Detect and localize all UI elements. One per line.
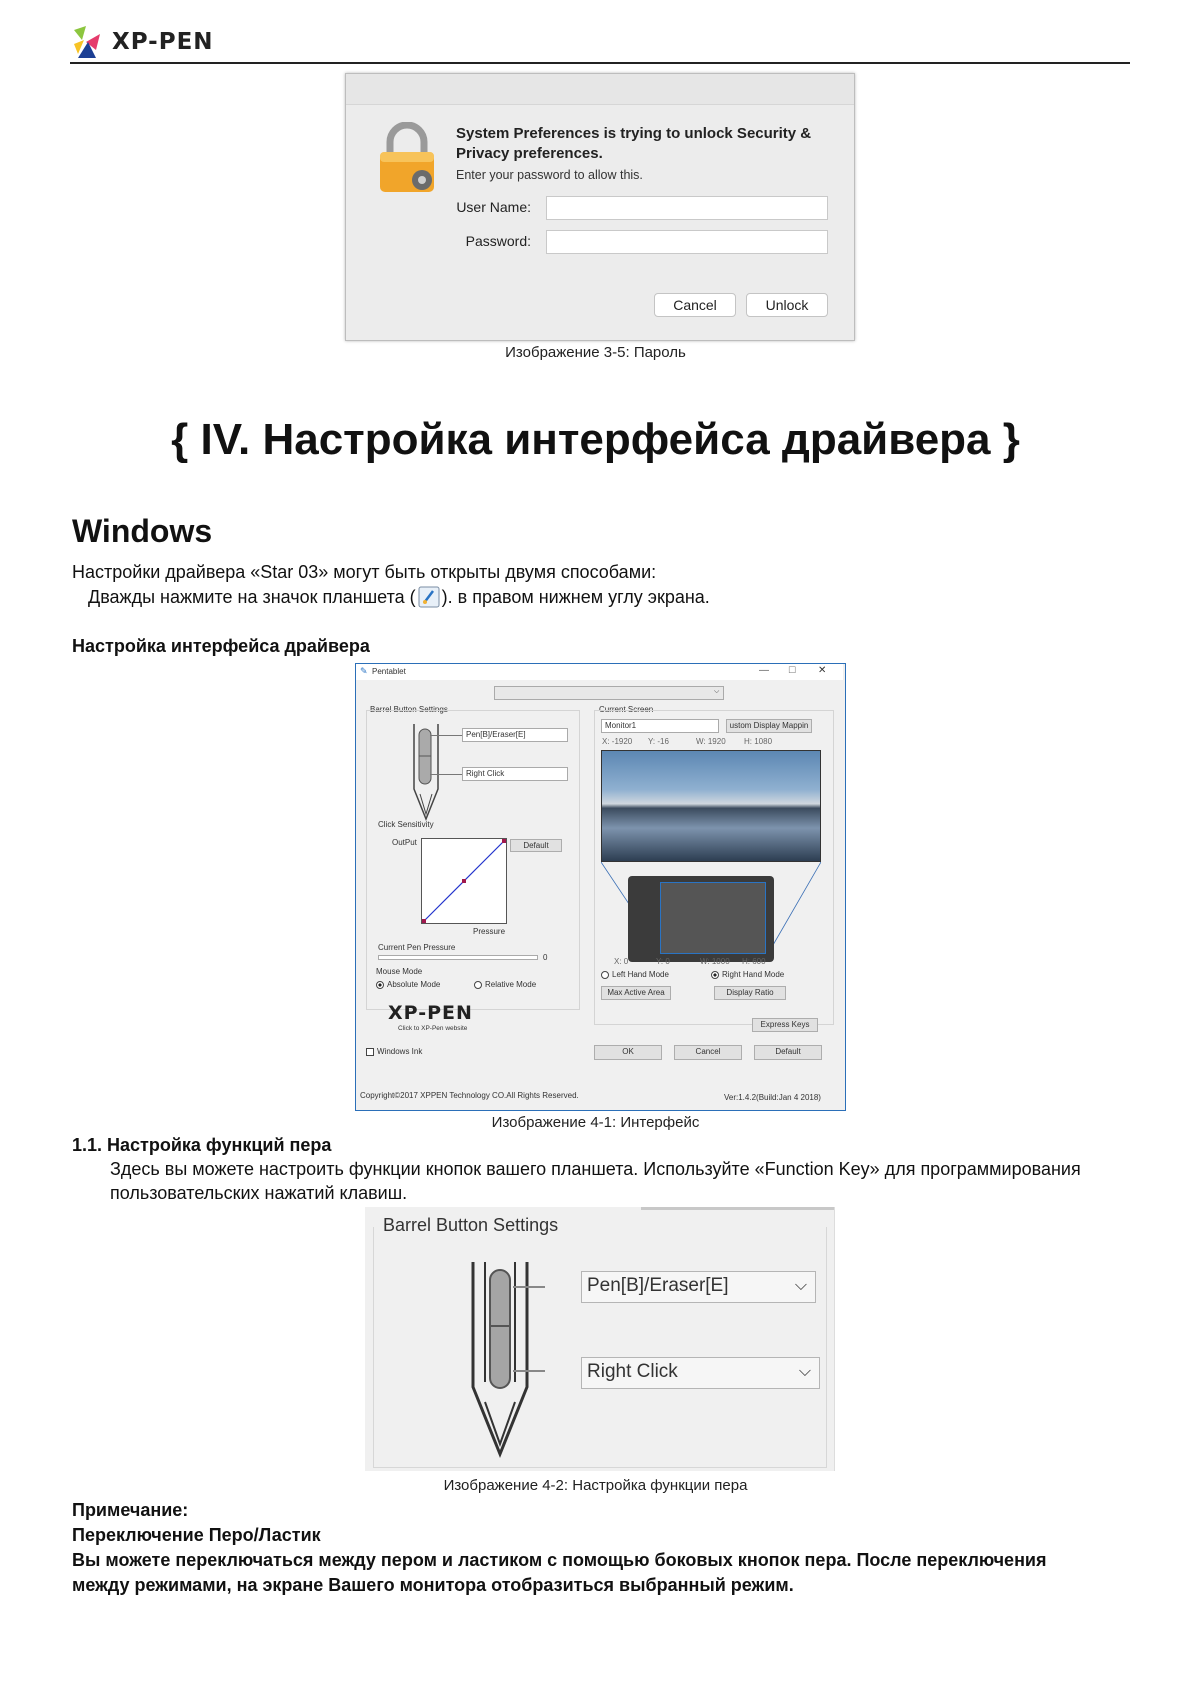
default-button[interactable]: Default (510, 839, 562, 852)
pen-heading: 1.1. Настройка функций пера (72, 1135, 332, 1155)
zoom-lower-connector (513, 1370, 545, 1372)
password-input[interactable] (546, 230, 828, 254)
zoom-upper-connector (513, 1286, 545, 1288)
zoom-upper-button-select[interactable] (581, 1271, 816, 1303)
upper-button-select[interactable]: Pen[B]/Eraser[E] (462, 728, 568, 742)
dialog-title: System Preferences is trying to unlock Security & Privacy preferences. (456, 125, 812, 162)
zoom-upper-button-value: Pen[B]/Eraser[E] (587, 1275, 729, 1296)
xp-pen-logo-icon (70, 24, 106, 60)
note-text-1: Вы можете переключаться между пером и ластиком с помощью боковых кнопок пера. После переключения (72, 1550, 1047, 1570)
checkbox-icon (366, 1048, 374, 1056)
caption-3-5: Изображение 3-5: Пароль (505, 344, 686, 361)
pentablet-app-icon: ✎ (360, 666, 368, 676)
tablet-tray-icon (418, 586, 440, 608)
zoom-lower-button-select[interactable] (581, 1357, 820, 1389)
monitor-select[interactable]: Monitor1 (601, 719, 719, 733)
upper-connector (430, 735, 462, 736)
screen-y: Y: -16 (648, 737, 669, 746)
cancel-button[interactable]: Cancel (674, 1045, 742, 1060)
pentablet-logo[interactable]: XP-PEN (388, 1002, 473, 1024)
intro-line-1: Настройки драйвера «Star 03» могут быть открыты двумя способами: (72, 562, 657, 582)
padlock-icon (376, 122, 438, 194)
default-button-footer[interactable]: Default (754, 1045, 822, 1060)
current-pressure-label: Current Pen Pressure (378, 943, 456, 952)
absolute-mode-radio[interactable] (376, 980, 440, 989)
xp-pen-logo (70, 20, 214, 64)
ok-button[interactable]: OK (594, 1045, 662, 1060)
password-label: Password: (465, 233, 531, 249)
radio-selected-icon (376, 981, 384, 989)
windows-ink-label: Windows Ink (377, 1047, 423, 1056)
barrel-group-label: Barrel Button Settings (370, 705, 448, 714)
tablet-h: H: 600 (742, 957, 766, 966)
tablet-active-area[interactable] (660, 882, 766, 954)
dialog-titlebar (346, 74, 854, 105)
mac-password-dialog (345, 73, 855, 341)
radio-selected-icon (711, 971, 719, 979)
unlock-button[interactable]: Unlock (746, 293, 828, 317)
current-screen-label: Current Screen (599, 705, 654, 714)
custom-mapping-button[interactable]: ustom Display Mappin (726, 719, 812, 733)
output-label: OutPut (392, 838, 417, 847)
close-icon[interactable]: ✕ (818, 665, 827, 676)
mouse-mode-label: Mouse Mode (376, 967, 423, 976)
note-text-2: между режимами, на экране Вашего монитора отобразиться выбранный режим. (72, 1575, 794, 1595)
right-hand-label: Right Hand Mode (722, 970, 785, 979)
screen-preview-image[interactable] (601, 750, 821, 862)
chevron-down-icon: ⌵ (798, 1363, 811, 1380)
lower-connector (430, 774, 462, 775)
chevron-down-icon: ⌵ (714, 688, 720, 695)
pen-text-1: Здесь вы можете настроить функции кнопок вашего планшета. Используйте «Function Key» для программирования (110, 1159, 1081, 1179)
display-ratio-button[interactable]: Display Ratio (714, 986, 786, 1000)
pressure-value: 0 (543, 953, 548, 962)
tablet-y: Y: 0 (656, 957, 670, 966)
click-sensitivity-label: Click Sensitivity (378, 820, 434, 829)
screen-x: X: -1920 (602, 737, 633, 746)
barrel-settings-zoom (365, 1207, 835, 1471)
pressure-bar (378, 955, 538, 960)
header-divider (70, 62, 1130, 64)
note-subtitle: Переключение Перо/Ластик (72, 1525, 321, 1545)
username-input[interactable] (546, 196, 828, 220)
left-hand-radio[interactable] (601, 970, 669, 979)
right-hand-radio[interactable] (711, 970, 784, 979)
zoom-top-line (641, 1207, 834, 1210)
tablet-w: W: 1000 (700, 957, 730, 966)
lower-button-select[interactable]: Right Click (462, 767, 568, 781)
note-title: Примечание: (72, 1500, 189, 1520)
pen-illustration-zoom (465, 1262, 535, 1462)
window-title: Pentablet (372, 667, 406, 676)
version-label: Ver:1.4.2(Build:Jan 4 2018) (724, 1093, 821, 1102)
intro-line-2 (88, 586, 710, 608)
zoom-group-label: Barrel Button Settings (383, 1215, 559, 1235)
radio-empty-icon (601, 971, 609, 979)
logo-text: XP-PEN (112, 29, 214, 55)
windows-heading: Windows (72, 513, 213, 549)
screen-w: W: 1920 (696, 737, 726, 746)
left-hand-label: Left Hand Mode (612, 970, 669, 979)
zoom-lower-button-value: Right Click (587, 1361, 678, 1382)
intro-line-2-b: ). в правом нижнем углу экрана. (441, 586, 710, 607)
intro-line-2-a: Дважды нажмите на значок планшета ( (88, 586, 416, 607)
copyright: Copyright©2017 XPPEN Technology CO.All Rights Reserved. (360, 1091, 579, 1100)
screen-h: H: 1080 (744, 737, 773, 746)
pressure-label: Pressure (473, 927, 506, 936)
max-active-area-button[interactable]: Max Active Area (601, 986, 671, 1000)
zoom-group-box (373, 1227, 827, 1468)
maximize-icon[interactable]: ☐ (788, 665, 797, 675)
pressure-curve-chart[interactable] (421, 838, 507, 924)
section-title: { IV. Настройка интерфейса драйвера } (171, 415, 1020, 464)
absolute-mode-label: Absolute Mode (387, 980, 441, 989)
dialog-subtitle: Enter your password to allow this. (456, 168, 643, 182)
windows-ink-checkbox[interactable] (366, 1047, 422, 1056)
cancel-button[interactable]: Cancel (654, 293, 736, 317)
caption-4-1: Изображение 4-1: Интерфейс (491, 1114, 700, 1131)
subheading: Настройка интерфейса драйвера (72, 636, 370, 656)
minimize-icon[interactable]: — (759, 665, 769, 676)
tablet-select[interactable] (494, 686, 724, 700)
pen-text-2: пользовательских нажатий клавиш. (110, 1183, 408, 1203)
relative-mode-radio[interactable] (474, 980, 536, 989)
chevron-down-icon: ⌵ (794, 1277, 807, 1294)
tablet-x: X: 0 (614, 957, 629, 966)
username-label: User Name: (456, 199, 531, 215)
express-keys-button[interactable]: Express Keys (752, 1018, 818, 1032)
caption-4-2: Изображение 4-2: Настройка функции пера (443, 1477, 748, 1494)
radio-empty-icon (474, 981, 482, 989)
pentablet-window (355, 663, 846, 1111)
logo-sub[interactable]: Click to XP-Pen website (398, 1025, 468, 1032)
relative-mode-label: Relative Mode (485, 980, 537, 989)
window-titlebar (356, 664, 843, 680)
